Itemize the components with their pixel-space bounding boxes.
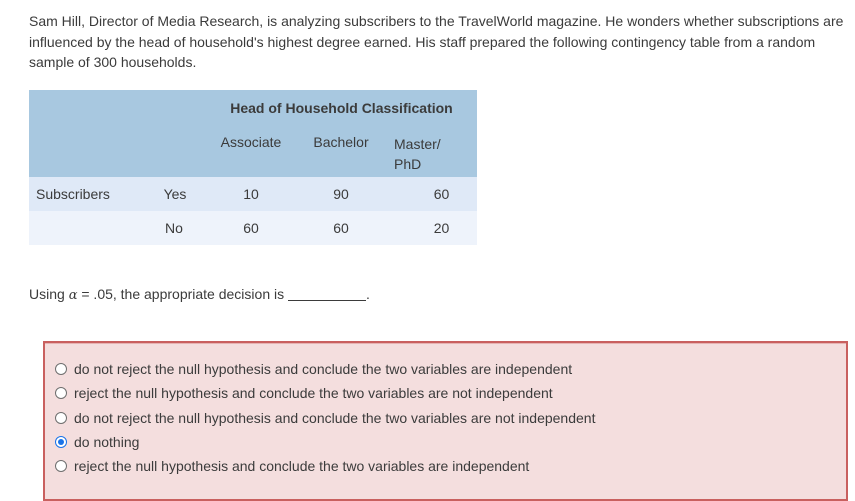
cell-yes-associate: 10	[243, 186, 259, 202]
question-text: Using α = .05, the appropriate decision is .	[29, 286, 370, 303]
col-header-master-phd: Master/ PhD	[394, 136, 441, 172]
option-5[interactable]: reject the null hypothesis and conclude the two variables are independent	[55, 456, 529, 476]
cell-no-master: 20	[433, 220, 450, 236]
cell-yes-master: 60	[433, 186, 450, 202]
option-1[interactable]: do not reject the null hypothesis and conclude the two variables are independent	[55, 359, 572, 379]
radio-button-4-selected[interactable]	[55, 436, 67, 448]
radio-button-2[interactable]	[55, 387, 67, 399]
row-label-no: No	[165, 220, 183, 236]
question-intro-text: Sam Hill, Director of Media Research, is analyzing subscribers to the TravelWorld magazine. He wonders whether subscriptions are influenced by the head of household's highest degree earned. His staff prepared the following contingency table from a random sample of 300 households.	[29, 13, 844, 70]
answer-options-box	[43, 341, 848, 501]
col-header-associate: Associate	[220, 134, 282, 150]
table-row	[29, 177, 477, 211]
radio-button-1[interactable]	[55, 363, 67, 375]
option-2[interactable]: reject the null hypothesis and conclude the two variables are not independent	[55, 383, 553, 403]
alpha-symbol: α	[68, 288, 78, 303]
cell-no-bachelor: 60	[333, 220, 349, 236]
contingency-table	[29, 90, 477, 245]
radio-button-3[interactable]	[55, 412, 67, 424]
row-group-label: Subscribers	[36, 186, 110, 202]
option-3[interactable]: do not reject the null hypothesis and conclude the two variables are not independent	[55, 408, 595, 428]
cell-yes-bachelor: 90	[333, 186, 349, 202]
option-4[interactable]: do nothing	[55, 432, 139, 452]
answer-blank	[288, 300, 366, 301]
cell-no-associate: 60	[243, 220, 259, 236]
row-label-yes: Yes	[163, 186, 187, 202]
radio-button-5[interactable]	[55, 460, 67, 472]
group-header: Head of Household Classification	[230, 100, 453, 116]
col-header-bachelor: Bachelor	[313, 134, 369, 150]
table-row	[29, 211, 477, 245]
